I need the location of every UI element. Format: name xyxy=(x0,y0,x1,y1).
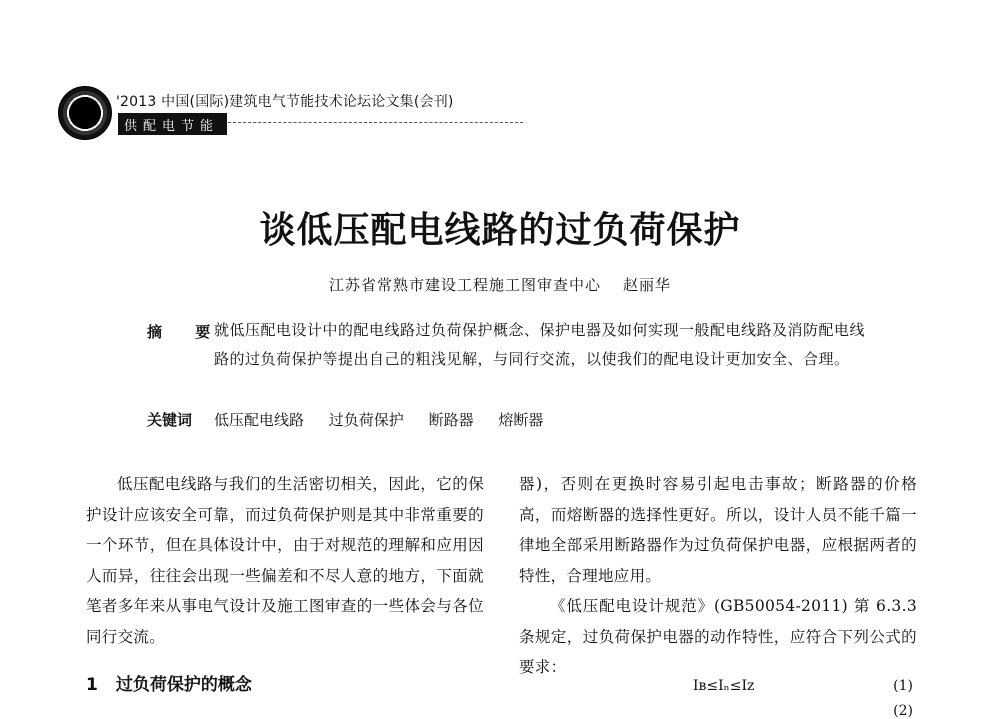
section-number: 1 xyxy=(86,675,98,695)
section-title: 过负荷保护的概念 xyxy=(115,675,252,695)
formula-number: (1) xyxy=(893,678,913,694)
formula-number: (2) xyxy=(893,703,913,719)
formula-expression: Iʙ≤Iₙ≤Iᴢ xyxy=(693,678,755,694)
section-heading xyxy=(86,670,252,695)
body-paragraph: 《低压配电设计规范》(GB50054-2011) 第 6.3.3 条规定，过负荷保护电器的动作特性，应符合下列公式的要求： xyxy=(519,597,917,676)
journal-seal-logo xyxy=(58,86,112,140)
section-tag: 供配电节能 xyxy=(118,113,227,135)
article-title: 谈低压配电线路的过负荷保护 xyxy=(259,210,741,251)
abstract-label: 摘 要 xyxy=(147,323,225,341)
keyword: 熔断器 xyxy=(498,411,544,429)
intro-paragraph: 低压配电线路与我们的生活密切相关，因此，它的保护设计应该安全可靠，而过负荷保护则是其中非常重要的一个环节，但在具体设计中，由于对规范的理解和应用因人而异，往往会出现一些偏差和不尽人意的地方，下面就笔者多年来从事电气设计及施工图审查的一些体会与各位同行交流。 xyxy=(86,475,484,646)
author-name: 赵丽华 xyxy=(623,276,672,294)
keywords-label: 关键词 xyxy=(147,411,193,429)
right-column xyxy=(519,469,917,683)
header-divider xyxy=(228,122,523,123)
keyword: 过负荷保护 xyxy=(328,411,404,429)
left-column xyxy=(86,469,484,652)
journal-header xyxy=(58,86,478,146)
keyword: 低压配电线路 xyxy=(214,411,305,429)
body-paragraph: 器)，否则在更换时容易引起电击事故；断路器的价格高，而熔断器的选择性更好。所以，设计人员不能千篇一律地全部采用断路器作为过负荷保护电器，应根据两者的特性，合理地应用。 xyxy=(519,475,917,585)
journal-title: '2013 中国(国际)建筑电气节能技术论坛论文集(会刊) xyxy=(116,94,454,110)
keyword: 断路器 xyxy=(428,411,474,429)
author-line xyxy=(0,274,1000,295)
author-affiliation: 江苏省常熟市建设工程施工图审查中心 xyxy=(328,276,601,294)
abstract-text: 就低压配电设计中的配电线路过负荷保护概念、保护电器及如何实现一般配电线路及消防配电线路的过负荷保护等提出自己的粗浅见解，与同行交流，以使我们的配电设计更加安全、合理。 xyxy=(214,321,866,368)
keywords-list xyxy=(214,409,563,430)
